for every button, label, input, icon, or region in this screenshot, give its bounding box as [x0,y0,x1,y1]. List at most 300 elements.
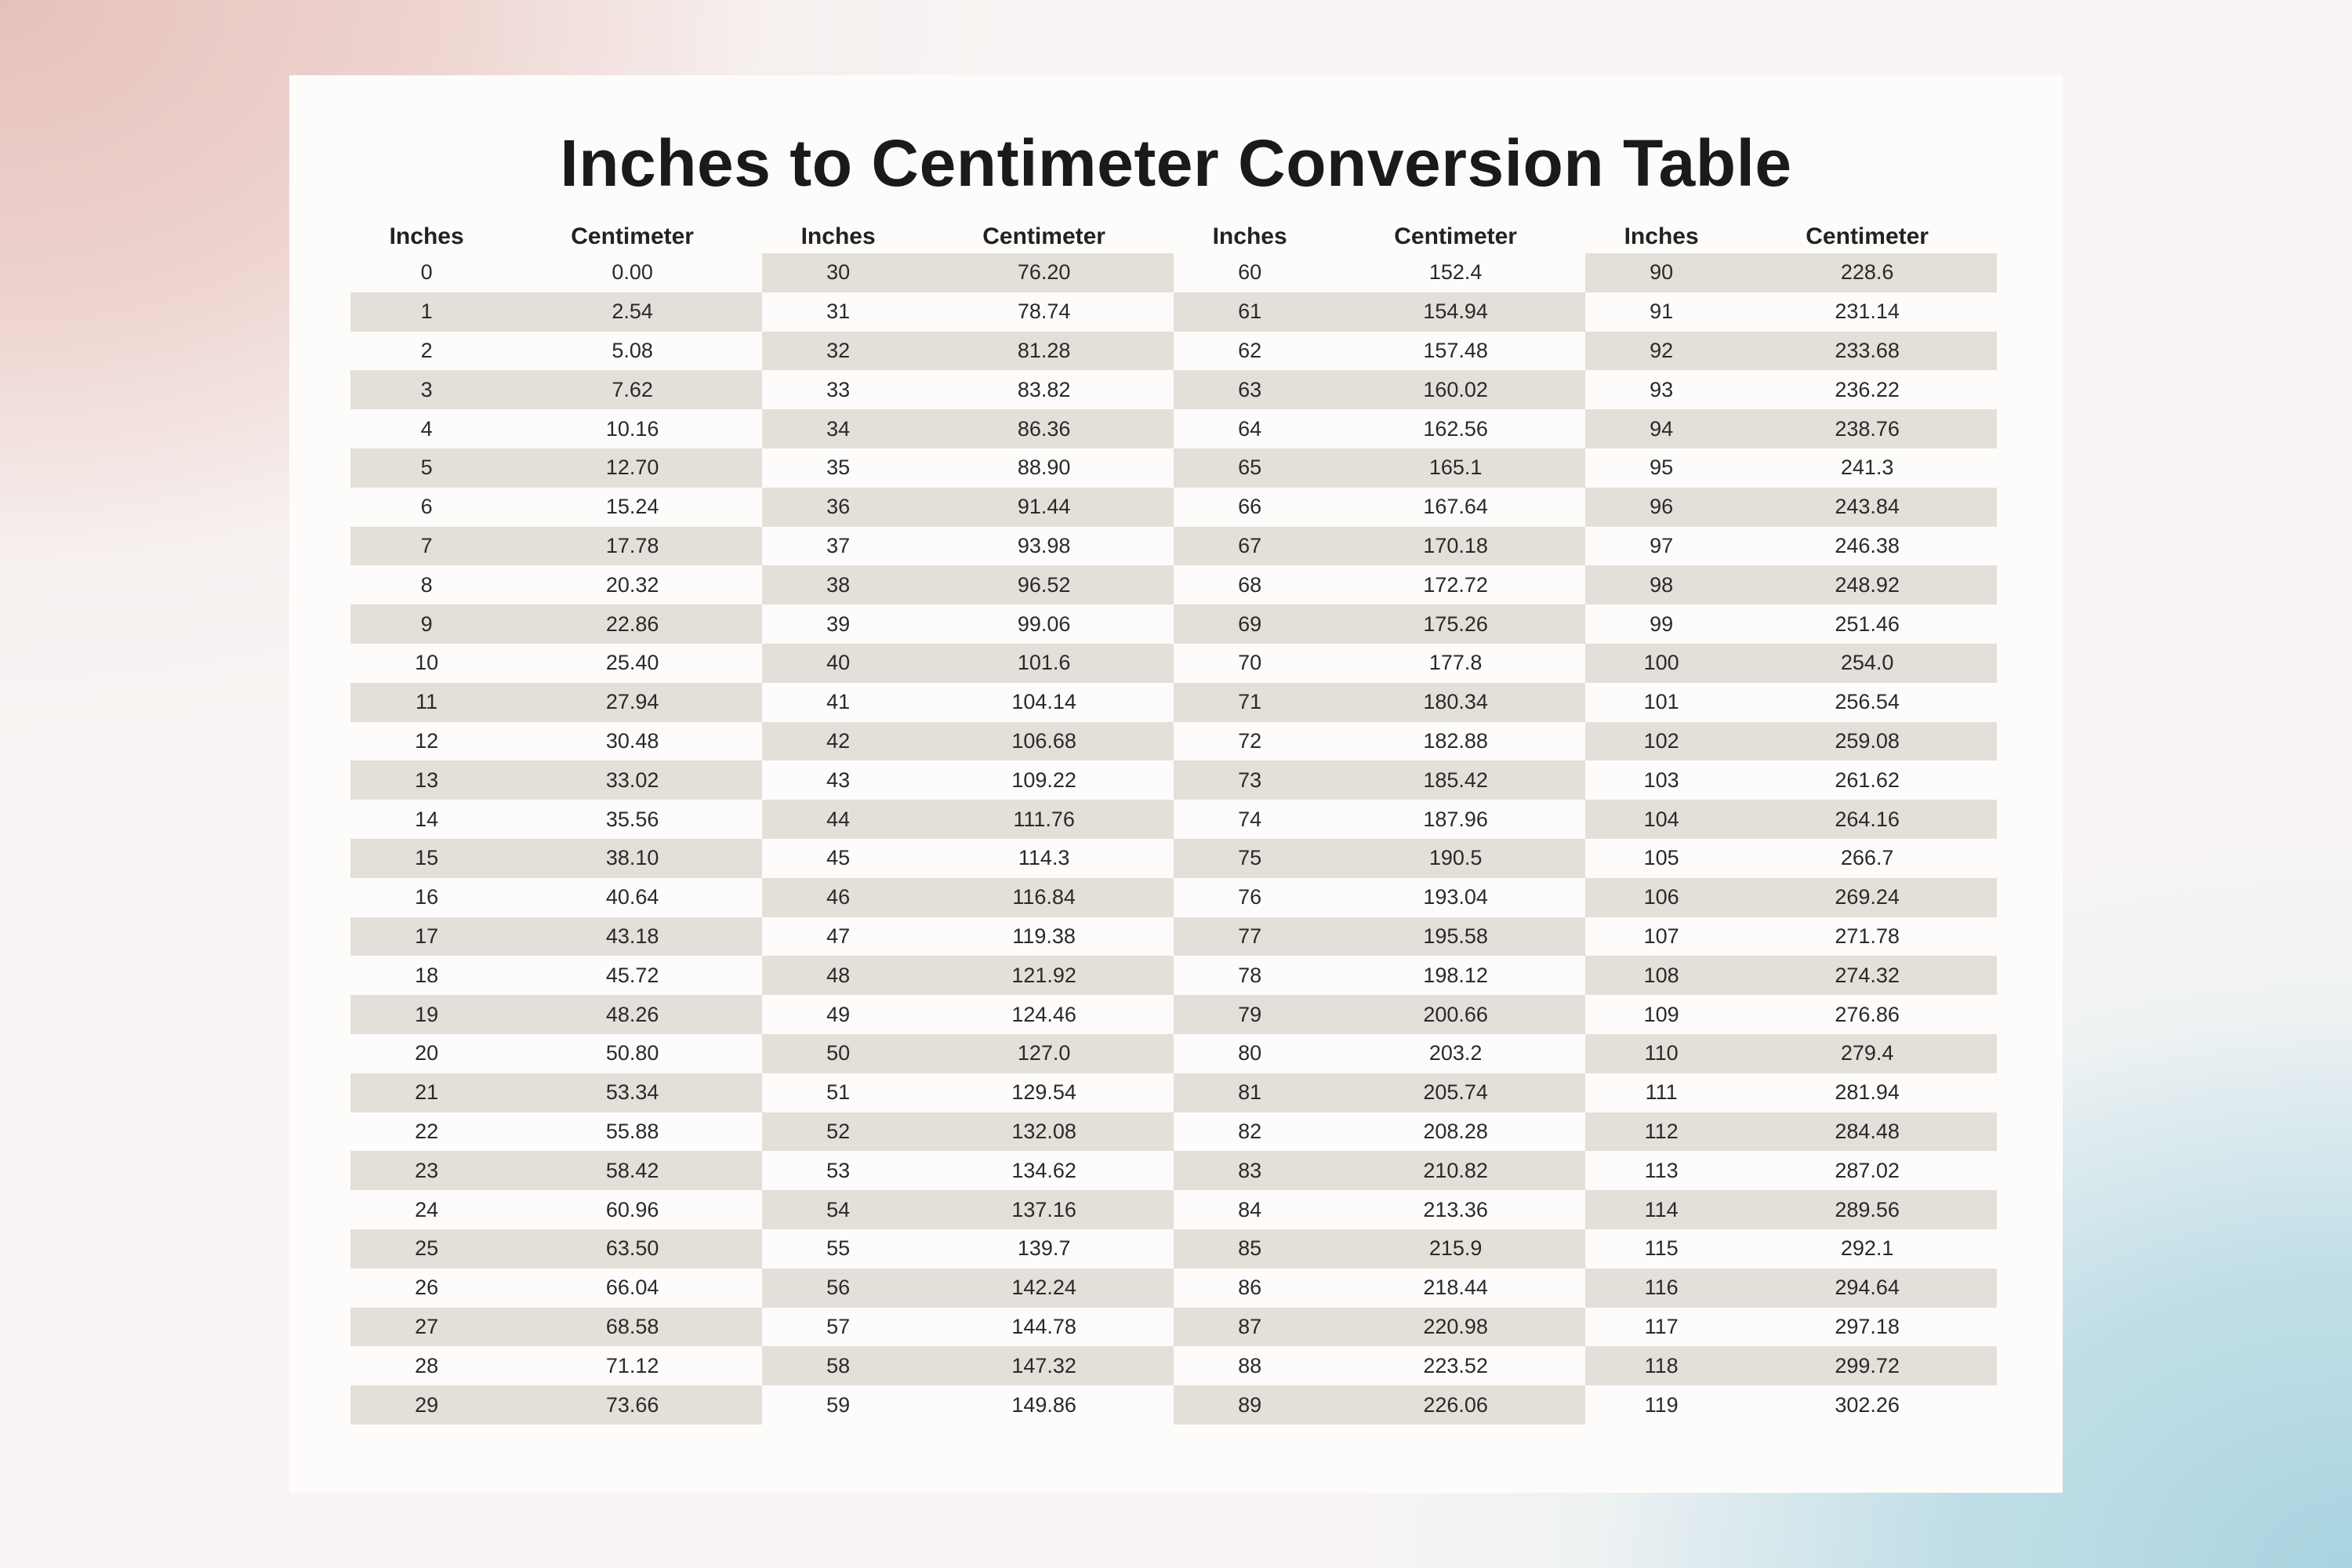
table-row [1585,370,1997,409]
inches-value: 9 [420,612,433,636]
centimeter-value: 172.72 [1423,572,1488,597]
inches-value: 14 [415,807,439,831]
centimeter-value: 205.74 [1423,1080,1488,1105]
centimeter-value: 58.42 [605,1158,659,1182]
table-row [1585,956,1997,995]
centimeter-value: 289.56 [1835,1197,1900,1221]
inches-value: 8 [420,572,433,597]
table-row [762,1229,1174,1269]
centimeter-value: 10.16 [605,416,659,441]
table-row [350,878,762,917]
inches-value: 103 [1643,768,1679,792]
inches-value: 85 [1238,1236,1262,1261]
centimeter-value: 175.26 [1423,612,1488,636]
centimeter-value: 38.10 [605,846,659,870]
table-row [762,722,1174,761]
inches-value: 60 [1238,260,1262,285]
centimeter-value: 25.40 [605,651,659,675]
inches-value: 26 [415,1276,439,1300]
inches-value: 94 [1650,416,1674,441]
table-row [1174,800,1585,839]
header-centimeter: Centimeter [982,223,1105,249]
inches-value: 4 [420,416,433,441]
centimeter-value: 121.92 [1011,963,1076,987]
inches-value: 113 [1644,1158,1679,1182]
inches-value: 87 [1238,1314,1262,1338]
inches-value: 31 [826,299,851,324]
table-row [1174,683,1585,722]
inches-value: 89 [1238,1392,1262,1417]
inches-value: 98 [1650,572,1674,597]
inches-value: 42 [826,728,851,753]
table-row [350,1308,762,1347]
inches-value: 104 [1643,807,1679,831]
table-row [1585,1034,1997,1073]
table-row [1585,1346,1997,1385]
inches-value: 30 [826,260,851,285]
centimeter-value: 241.3 [1840,456,1894,480]
centimeter-value: 187.96 [1423,807,1488,831]
centimeter-value: 93.98 [1017,533,1071,557]
table-row [1585,917,1997,956]
table-row [1174,488,1585,527]
table-row [350,760,762,800]
inches-value: 71 [1238,690,1262,714]
centimeter-value: 210.82 [1423,1158,1488,1182]
centimeter-value: 177.8 [1428,651,1483,675]
inches-value: 77 [1238,924,1262,948]
inches-value: 53 [826,1158,851,1182]
inches-value: 92 [1650,338,1674,362]
centimeter-value: 2.54 [612,299,653,324]
centimeter-value: 66.04 [605,1276,659,1300]
table-row [350,839,762,878]
centimeter-value: 299.72 [1835,1353,1900,1377]
inches-value: 102 [1643,728,1679,753]
table-row [350,1112,762,1152]
inches-value: 47 [826,924,851,948]
inches-value: 96 [1650,495,1674,519]
centimeter-value: 12.70 [605,456,659,480]
table-row [350,1073,762,1112]
table-row [1174,409,1585,448]
centimeter-value: 248.92 [1835,572,1900,597]
centimeter-value: 53.34 [605,1080,659,1105]
table-row [1174,1112,1585,1152]
table-header [1585,222,1997,253]
centimeter-value: 88.90 [1017,456,1071,480]
inches-value: 61 [1238,299,1262,324]
centimeter-value: 7.62 [612,377,653,401]
inches-value: 64 [1238,416,1262,441]
table-row [350,1385,762,1425]
table-row [762,1112,1174,1152]
inches-value: 58 [826,1353,851,1377]
centimeter-value: 223.52 [1423,1353,1488,1377]
inches-value: 38 [826,572,851,597]
table-row [762,1073,1174,1112]
inches-value: 105 [1643,846,1679,870]
table-row [1174,1346,1585,1385]
centimeter-value: 256.54 [1835,690,1900,714]
inches-value: 109 [1643,1002,1679,1026]
centimeter-value: 17.78 [605,533,659,557]
centimeter-value: 71.12 [605,1353,659,1377]
header-centimeter: Centimeter [1394,223,1517,249]
inches-value: 115 [1644,1236,1679,1261]
inches-value: 12 [415,728,439,753]
inches-value: 19 [415,1002,439,1026]
centimeter-value: 20.32 [605,572,659,597]
table-row [762,800,1174,839]
table-row [762,1151,1174,1190]
inches-value: 74 [1238,807,1262,831]
inches-value: 20 [415,1041,439,1065]
inches-value: 91 [1650,299,1674,324]
table-row [1174,292,1585,332]
inches-value: 3 [420,377,433,401]
table-row [762,1308,1174,1347]
inches-value: 90 [1650,260,1674,285]
table-row [350,956,762,995]
centimeter-value: 55.88 [605,1119,659,1143]
centimeter-value: 259.08 [1835,728,1900,753]
centimeter-value: 35.56 [605,807,659,831]
table-row [762,683,1174,722]
centimeter-value: 182.88 [1423,728,1488,753]
centimeter-value: 276.86 [1835,1002,1900,1026]
centimeter-value: 160.02 [1423,377,1488,401]
table-row [762,1190,1174,1229]
inches-value: 0 [420,260,433,285]
inches-value: 111 [1645,1080,1678,1105]
centimeter-value: 78.74 [1017,299,1071,324]
inches-value: 40 [826,651,851,675]
inches-value: 62 [1238,338,1262,362]
table-row [762,253,1174,292]
header-inches: Inches [1212,223,1287,249]
header-inches: Inches [389,223,464,249]
inches-value: 6 [420,495,433,519]
inches-value: 59 [826,1392,851,1417]
table-row [350,332,762,371]
centimeter-value: 165.1 [1428,456,1483,480]
table-row [762,644,1174,683]
centimeter-value: 124.46 [1011,1002,1076,1026]
table-row [762,1346,1174,1385]
inches-value: 18 [415,963,439,987]
inches-value: 46 [826,885,851,909]
table-row [762,488,1174,527]
inches-value: 17 [415,924,439,948]
table-block-4 [1585,222,1997,1425]
table-row [1585,644,1997,683]
centimeter-value: 73.66 [605,1392,659,1417]
table-row [762,604,1174,644]
centimeter-value: 114.3 [1018,846,1070,870]
inches-value: 72 [1238,728,1262,753]
inches-value: 32 [826,338,851,362]
table-row [1585,1112,1997,1152]
centimeter-value: 266.7 [1840,846,1894,870]
inches-value: 15 [415,846,439,870]
inches-value: 86 [1238,1276,1262,1300]
inches-value: 100 [1643,651,1679,675]
inches-value: 63 [1238,377,1262,401]
table-row [1585,1308,1997,1347]
centimeter-value: 292.1 [1840,1236,1894,1261]
inches-value: 21 [415,1080,439,1105]
centimeter-value: 22.86 [605,612,659,636]
table-row [1174,1190,1585,1229]
table-row [1174,604,1585,644]
header-inches: Inches [1624,223,1699,249]
centimeter-value: 149.86 [1011,1392,1076,1417]
table-row [1174,448,1585,488]
centimeter-value: 45.72 [605,963,659,987]
centimeter-value: 215.9 [1428,1236,1483,1261]
centimeter-value: 302.26 [1835,1392,1900,1417]
inches-value: 23 [415,1158,439,1182]
table-row [350,1269,762,1308]
centimeter-value: 147.32 [1011,1353,1076,1377]
table-row [350,1229,762,1269]
centimeter-value: 104.14 [1011,690,1076,714]
inches-value: 116 [1644,1276,1679,1300]
table-row [1585,488,1997,527]
table-row [1174,995,1585,1034]
table-row [350,917,762,956]
table-block-3 [1174,222,1585,1425]
centimeter-value: 287.02 [1835,1158,1900,1182]
inches-value: 34 [826,416,851,441]
centimeter-value: 269.24 [1835,885,1900,909]
header-inches: Inches [800,223,876,249]
table-row [350,683,762,722]
inches-value: 52 [826,1119,851,1143]
centimeter-value: 198.12 [1423,963,1488,987]
table-row [1174,1385,1585,1425]
centimeter-value: 152.4 [1428,260,1483,285]
inches-value: 65 [1238,456,1262,480]
centimeter-value: 68.58 [605,1314,659,1338]
centimeter-value: 271.78 [1835,924,1900,948]
table-row [1585,565,1997,604]
table-row [1585,995,1997,1034]
inches-value: 95 [1650,456,1674,480]
table-row [762,565,1174,604]
inches-value: 101 [1643,690,1679,714]
inches-value: 67 [1238,533,1262,557]
centimeter-value: 218.44 [1423,1276,1488,1300]
table-rows [350,253,762,1425]
centimeter-value: 246.38 [1835,533,1900,557]
table-row [1585,409,1997,448]
table-row [350,253,762,292]
table-row [1585,1073,1997,1112]
centimeter-value: 190.5 [1428,846,1483,870]
table-row [1585,527,1997,566]
header-centimeter: Centimeter [571,223,694,249]
table-row [1174,1034,1585,1073]
centimeter-value: 43.18 [605,924,659,948]
inches-value: 56 [826,1276,851,1300]
table-row [1585,760,1997,800]
table-row [1174,644,1585,683]
inches-value: 79 [1238,1002,1262,1026]
table-row [1585,1151,1997,1190]
centimeter-value: 109.22 [1011,768,1076,792]
inches-value: 82 [1238,1119,1262,1143]
inches-value: 50 [826,1041,851,1065]
centimeter-value: 193.04 [1423,885,1488,909]
inches-value: 11 [416,690,438,714]
centimeter-value: 48.26 [605,1002,659,1026]
inches-value: 48 [826,963,851,987]
table-row [762,448,1174,488]
centimeter-value: 132.08 [1011,1119,1076,1143]
centimeter-value: 154.94 [1423,299,1488,324]
centimeter-value: 251.46 [1835,612,1900,636]
table-row [1174,1308,1585,1347]
table-row [350,409,762,448]
centimeter-value: 297.18 [1835,1314,1900,1338]
inches-value: 76 [1238,885,1262,909]
inches-value: 57 [826,1314,851,1338]
table-row [1585,683,1997,722]
centimeter-value: 195.58 [1423,924,1488,948]
table-row [1174,956,1585,995]
table-row [762,409,1174,448]
table-row [350,1190,762,1229]
inches-value: 83 [1238,1158,1262,1182]
centimeter-value: 40.64 [605,885,659,909]
centimeter-value: 264.16 [1835,807,1900,831]
inches-value: 99 [1650,612,1674,636]
table-row [1585,1229,1997,1269]
centimeter-value: 50.80 [605,1041,659,1065]
table-row [350,800,762,839]
table-row [762,917,1174,956]
inches-value: 118 [1644,1353,1679,1377]
inches-value: 66 [1238,495,1262,519]
inches-value: 110 [1644,1041,1679,1065]
centimeter-value: 96.52 [1017,572,1071,597]
table-row [1585,1269,1997,1308]
centimeter-value: 213.36 [1423,1197,1488,1221]
table-row [762,1034,1174,1073]
centimeter-value: 111.76 [1013,807,1075,831]
centimeter-value: 137.16 [1011,1197,1076,1221]
centimeter-value: 30.48 [605,728,659,753]
centimeter-value: 83.82 [1017,377,1071,401]
centimeter-value: 180.34 [1423,690,1488,714]
centimeter-value: 261.62 [1835,768,1900,792]
header-centimeter: Centimeter [1806,223,1929,249]
inches-value: 81 [1238,1080,1262,1105]
table-row [350,292,762,332]
centimeter-value: 200.66 [1423,1002,1488,1026]
table-row [1174,917,1585,956]
table-row [1585,878,1997,917]
centimeter-value: 139.7 [1017,1236,1071,1261]
inches-value: 117 [1644,1314,1679,1338]
table-row [350,488,762,527]
centimeter-value: 91.44 [1017,495,1071,519]
inches-value: 39 [826,612,851,636]
table-row [762,878,1174,917]
inches-value: 7 [420,533,433,557]
centimeter-value: 208.28 [1423,1119,1488,1143]
centimeter-value: 134.62 [1011,1158,1076,1182]
inches-value: 107 [1643,924,1679,948]
table-row [1585,448,1997,488]
centimeter-value: 170.18 [1423,533,1488,557]
centimeter-value: 144.78 [1011,1314,1076,1338]
centimeter-value: 142.24 [1011,1276,1076,1300]
centimeter-value: 220.98 [1423,1314,1488,1338]
table-rows [1174,253,1585,1425]
centimeter-value: 60.96 [605,1197,659,1221]
table-row [1174,1073,1585,1112]
table-row [1174,878,1585,917]
table-header [762,222,1174,253]
table-row [762,956,1174,995]
centimeter-value: 99.06 [1017,612,1071,636]
table-row [350,604,762,644]
table-row [1585,839,1997,878]
centimeter-value: 254.0 [1840,651,1894,675]
table-row [350,644,762,683]
centimeter-value: 101.6 [1017,651,1071,675]
inches-value: 37 [826,533,851,557]
table-row [1174,332,1585,371]
centimeter-value: 15.24 [605,495,659,519]
inches-value: 5 [420,456,433,480]
table-row [1174,1269,1585,1308]
centimeter-value: 81.28 [1017,338,1071,362]
table-rows [762,253,1174,1425]
inches-value: 24 [415,1197,439,1221]
inches-value: 108 [1643,963,1679,987]
inches-value: 68 [1238,572,1262,597]
table-block-2 [762,222,1174,1425]
centimeter-value: 231.14 [1835,299,1900,324]
inches-value: 41 [826,690,851,714]
centimeter-value: 279.4 [1840,1041,1894,1065]
centimeter-value: 243.84 [1835,495,1900,519]
table-row [1585,604,1997,644]
inches-value: 27 [415,1314,439,1338]
table-row [762,292,1174,332]
table-row [350,370,762,409]
inches-value: 114 [1644,1197,1679,1221]
page-title: Inches to Centimeter Conversion Table [560,126,1792,200]
centimeter-value: 274.32 [1835,963,1900,987]
inches-value: 54 [826,1197,851,1221]
table-row [1174,722,1585,761]
inches-value: 93 [1650,377,1674,401]
centimeter-value: 228.6 [1840,260,1894,285]
conversion-table-card [289,75,2063,1493]
table-row [762,527,1174,566]
table-row [1174,1229,1585,1269]
inches-value: 28 [415,1353,439,1377]
inches-value: 49 [826,1002,851,1026]
inches-value: 106 [1643,885,1679,909]
table-row [762,995,1174,1034]
inches-value: 73 [1238,768,1262,792]
